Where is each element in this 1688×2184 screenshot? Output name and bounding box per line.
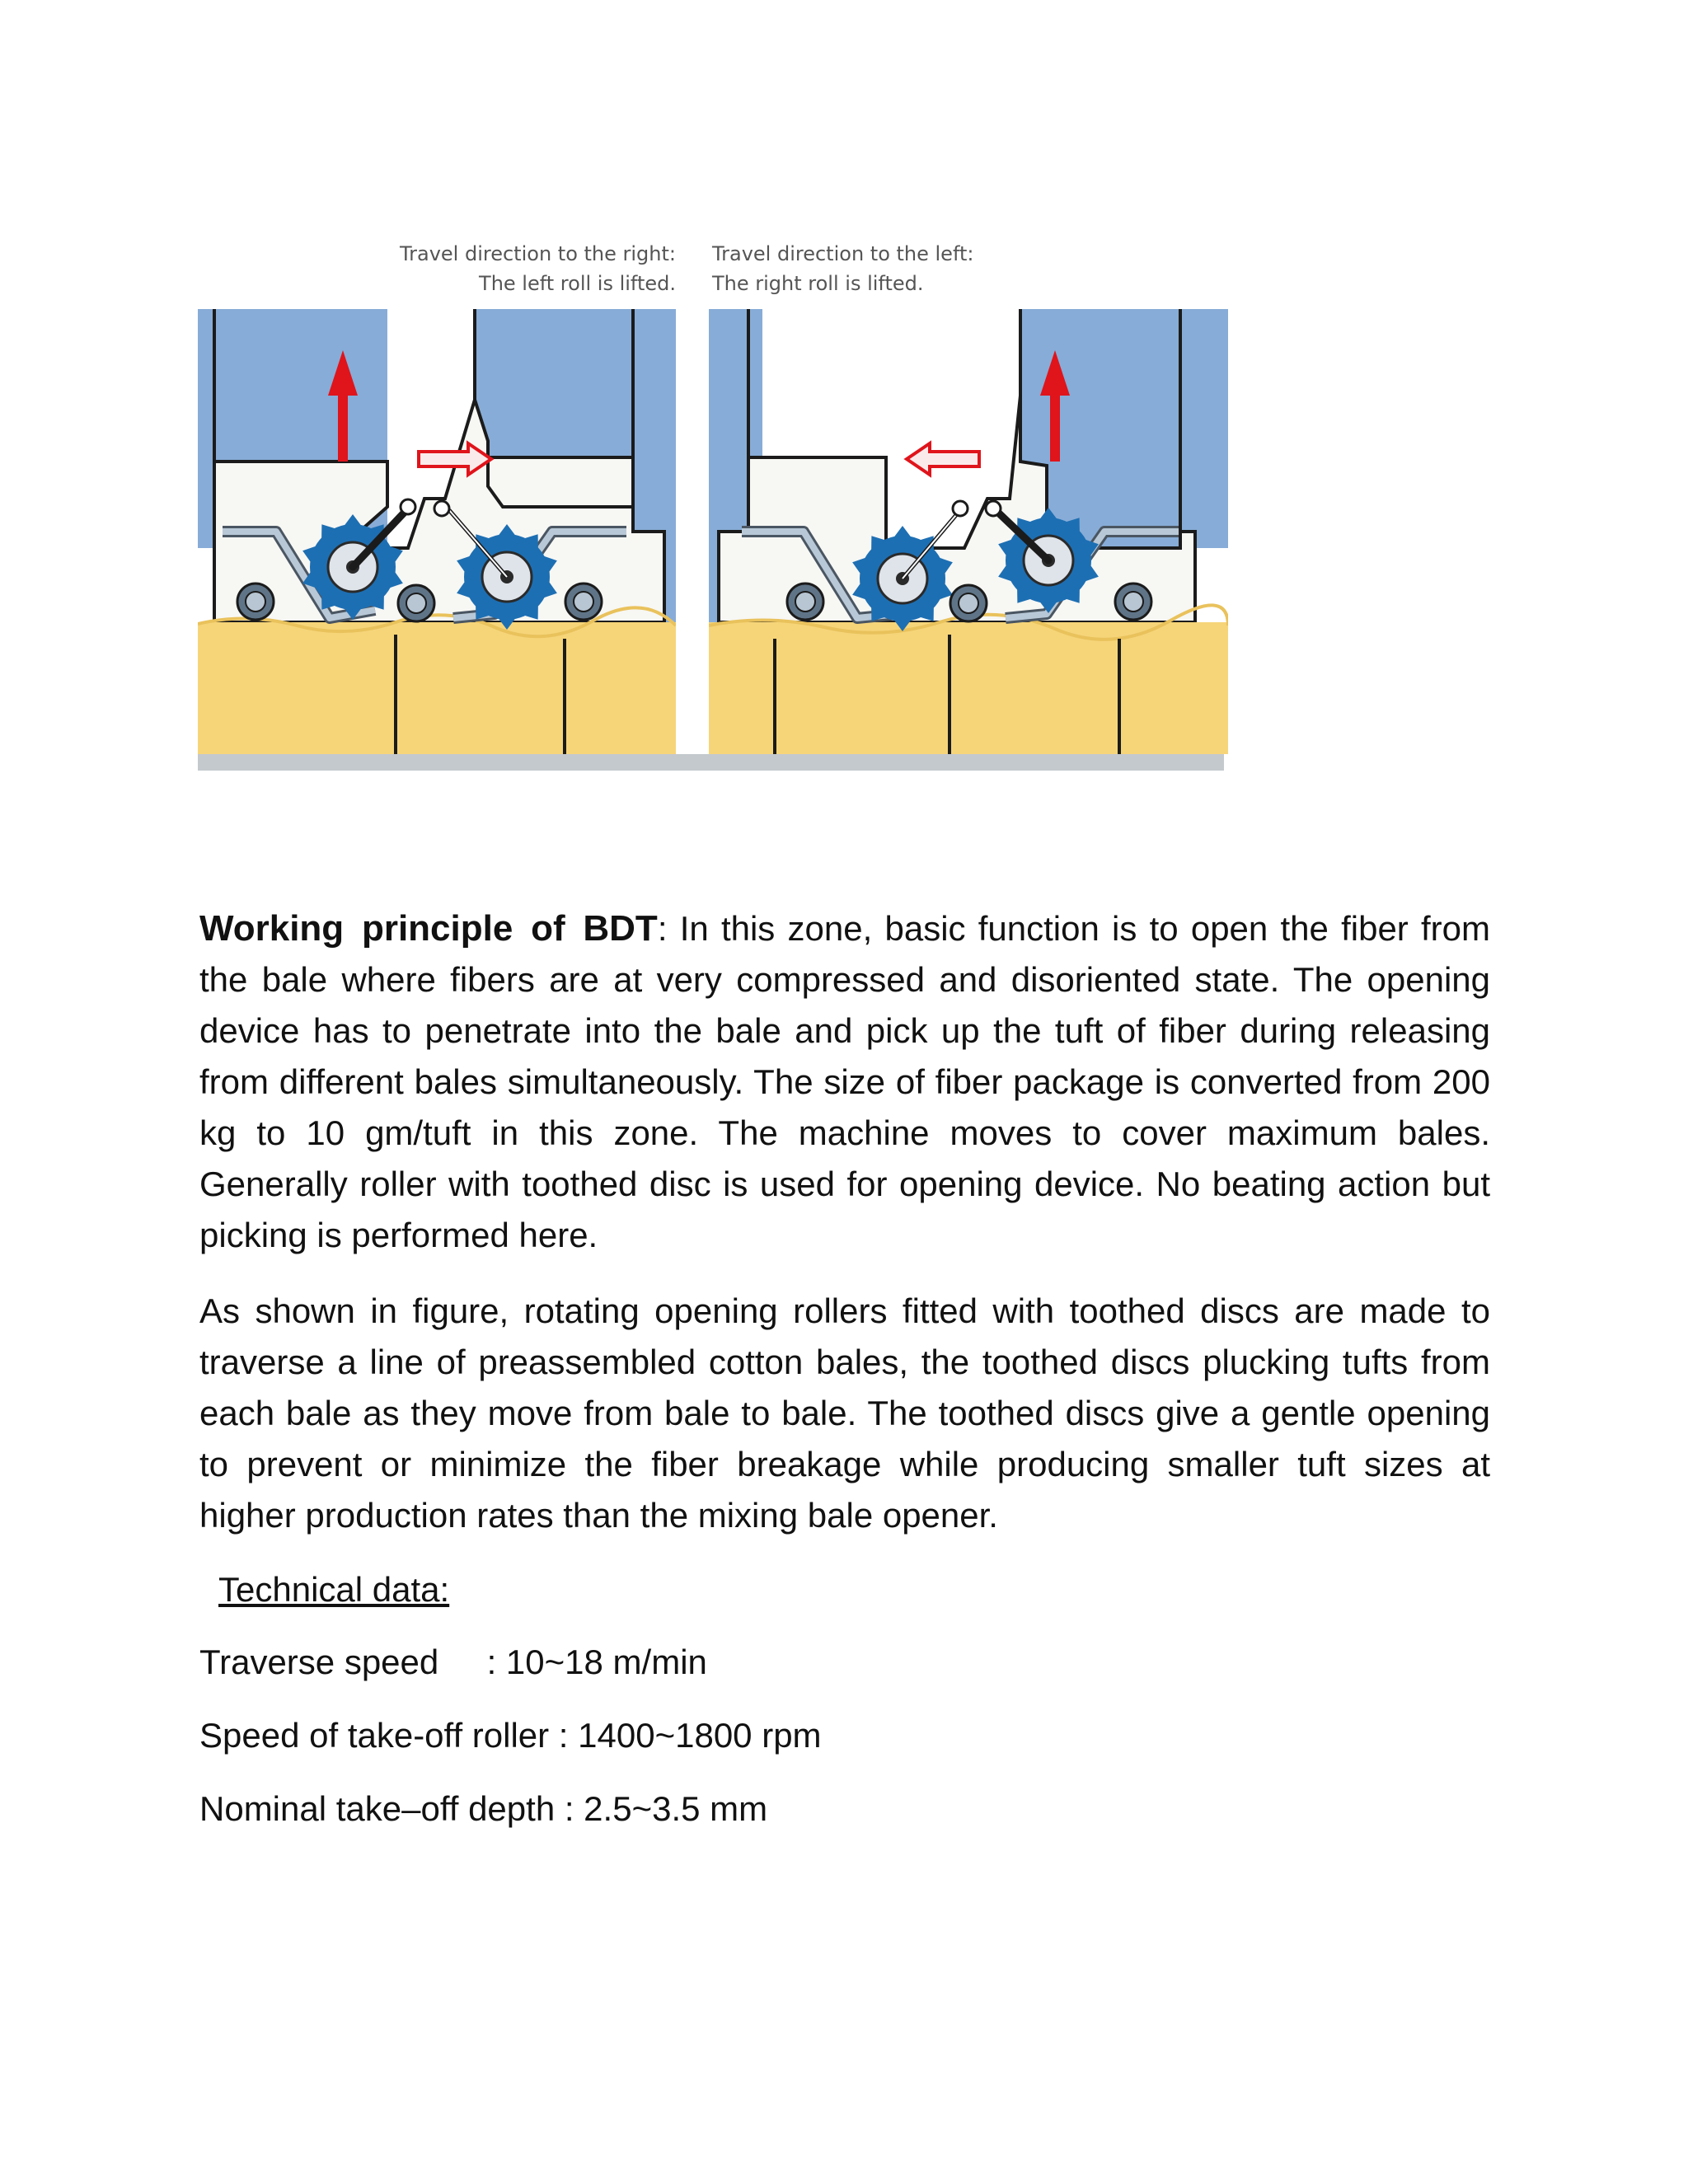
spec-take-off-roller-speed: Speed of take-off roller : 1400~1800 rpm [199,1716,822,1755]
opener-diagram [198,309,1228,779]
technical-data-heading: Technical data: [218,1570,450,1609]
right-panel-caption: Travel direction to the left: The right roll is lifted. [712,242,974,295]
working-principle-paragraph [199,903,1490,1261]
floor-rail [198,754,1224,771]
section-lead: Working principle of BDT [199,908,658,949]
left-panel-caption: Travel direction to the right: The left roll is lifted. [400,242,676,295]
left-panel [198,309,676,754]
paragraph-text: : In this zone, basic function is to open the fiber from the bale where fibers are at very compressed and disoriented state. The opening device has to penetrate into the bale and pick up the tuft of fiber during releasing from different bales simultaneously. The size of fiber package is converted from 200 kg to 10 gm/tuft in this zone. The machine moves to cover maximum bales. Generally roller with toothed disc is used for opening device. No beating action but picking is performed here. [199,909,1490,1254]
spec-traverse-speed: Traverse speed : 10~18 m/min [199,1643,707,1681]
bale-opener-figure [198,239,1228,779]
spec-take-off-depth: Nominal take–off depth : 2.5~3.5 mm [199,1789,768,1828]
figure-description-paragraph: As shown in figure, rotating opening rollers fitted with toothed discs are made to traverse a line of preassembled cotton bales, the toothed discs plucking tufts from each bale as they move from bale to bale. The toothed discs give a gentle opening to prevent or minimize the fiber breakage while producing smaller tuft sizes at higher production rates than the mixing bale opener. [199,1291,1490,1535]
right-panel [709,309,1228,754]
